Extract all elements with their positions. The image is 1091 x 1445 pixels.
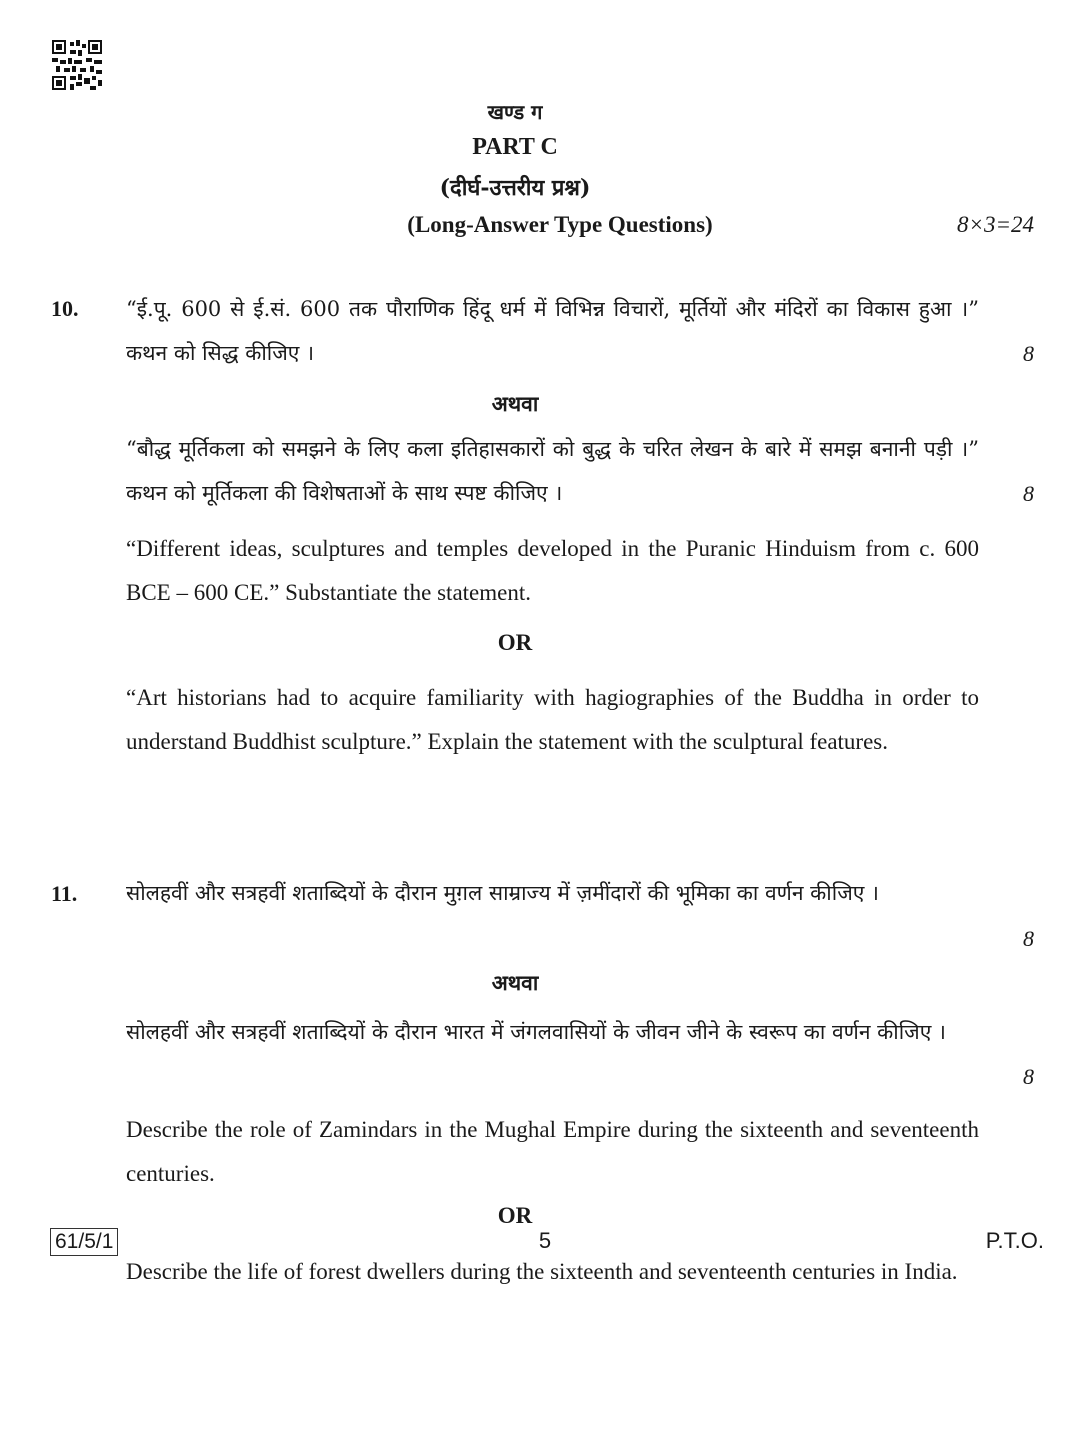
question-type-hindi: (दीर्घ-उत्तरीय प्रश्न): [439, 175, 591, 201]
please-turn-over: P.T.O.: [985, 1228, 1044, 1253]
question-type-english: (Long-Answer Type Questions): [407, 212, 713, 237]
paper-code: 61/5/1: [50, 1228, 118, 1256]
or-separator-hindi: अथवा: [491, 391, 539, 416]
or-separator-english: OR: [497, 630, 533, 655]
question-text-hindi: “ई.पू. 600 से ई.सं. 600 तक पौराणिक हिंदू धर्म में विभिन्न विचारों, मूर्तियों और मंदिरों का विकास हुआ ।” कथन को सिद्ध कीजिए ।: [126, 297, 979, 365]
part-heading: PART C: [472, 134, 558, 160]
or-separator-english: OR: [497, 1203, 533, 1228]
question-text-hindi: सोलहवीं और सत्रहवीं शताब्दियों के दौरान मुग़ल साम्राज्य में ज़मींदारों की भूमिका का वर्णन कीजिए ।: [126, 881, 880, 905]
question-marks: 8: [1023, 926, 1034, 951]
question-number: 11.: [51, 881, 78, 906]
question-text-english: Describe the role of Zamindars in the Mughal Empire during the sixteenth and seventeenth centuries.: [126, 1117, 979, 1186]
alternative-question-text-english: Describe the life of forest dwellers during the sixteenth and seventeenth centuries in India.: [126, 1259, 958, 1284]
alternative-question-text-hindi: “बौद्ध मूर्तिकला को समझने के लिए कला इतिहासकारों को बुद्ध के चरित लेखन के बारे में समझ बनानी पड़ी ।” कथन को मूर्तिकला की विशेषताओं के साथ स्पष्ट कीजिए ।: [126, 437, 979, 505]
or-separator-hindi: अथवा: [491, 970, 539, 995]
alternative-question-marks: 8: [1023, 481, 1034, 506]
page-number: 5: [538, 1228, 552, 1253]
qr-code-icon: [52, 40, 102, 90]
alternative-question-text-english: “Art historians had to acquire familiarity with hagiographies of the Buddha in order to understand Buddhist sculpture.” Explain the statement with the sculptural features.: [126, 685, 979, 754]
question-marks: 8: [1023, 341, 1034, 366]
section-heading-hindi: खण्ड ग: [487, 100, 543, 124]
alternative-question-marks: 8: [1023, 1064, 1034, 1089]
total-marks: 8×3=24: [956, 212, 1034, 237]
question-number: 10.: [51, 296, 79, 321]
question-text-english: “Different ideas, sculptures and temples developed in the Puranic Hinduism from c. 600 BCE – 600 CE.” Substantiate the statement.: [126, 536, 979, 605]
alternative-question-text-hindi: सोलहवीं और सत्रहवीं शताब्दियों के दौरान भारत में जंगलवासियों के जीवन जीने के स्वरूप का वर्णन कीजिए ।: [126, 1020, 946, 1044]
